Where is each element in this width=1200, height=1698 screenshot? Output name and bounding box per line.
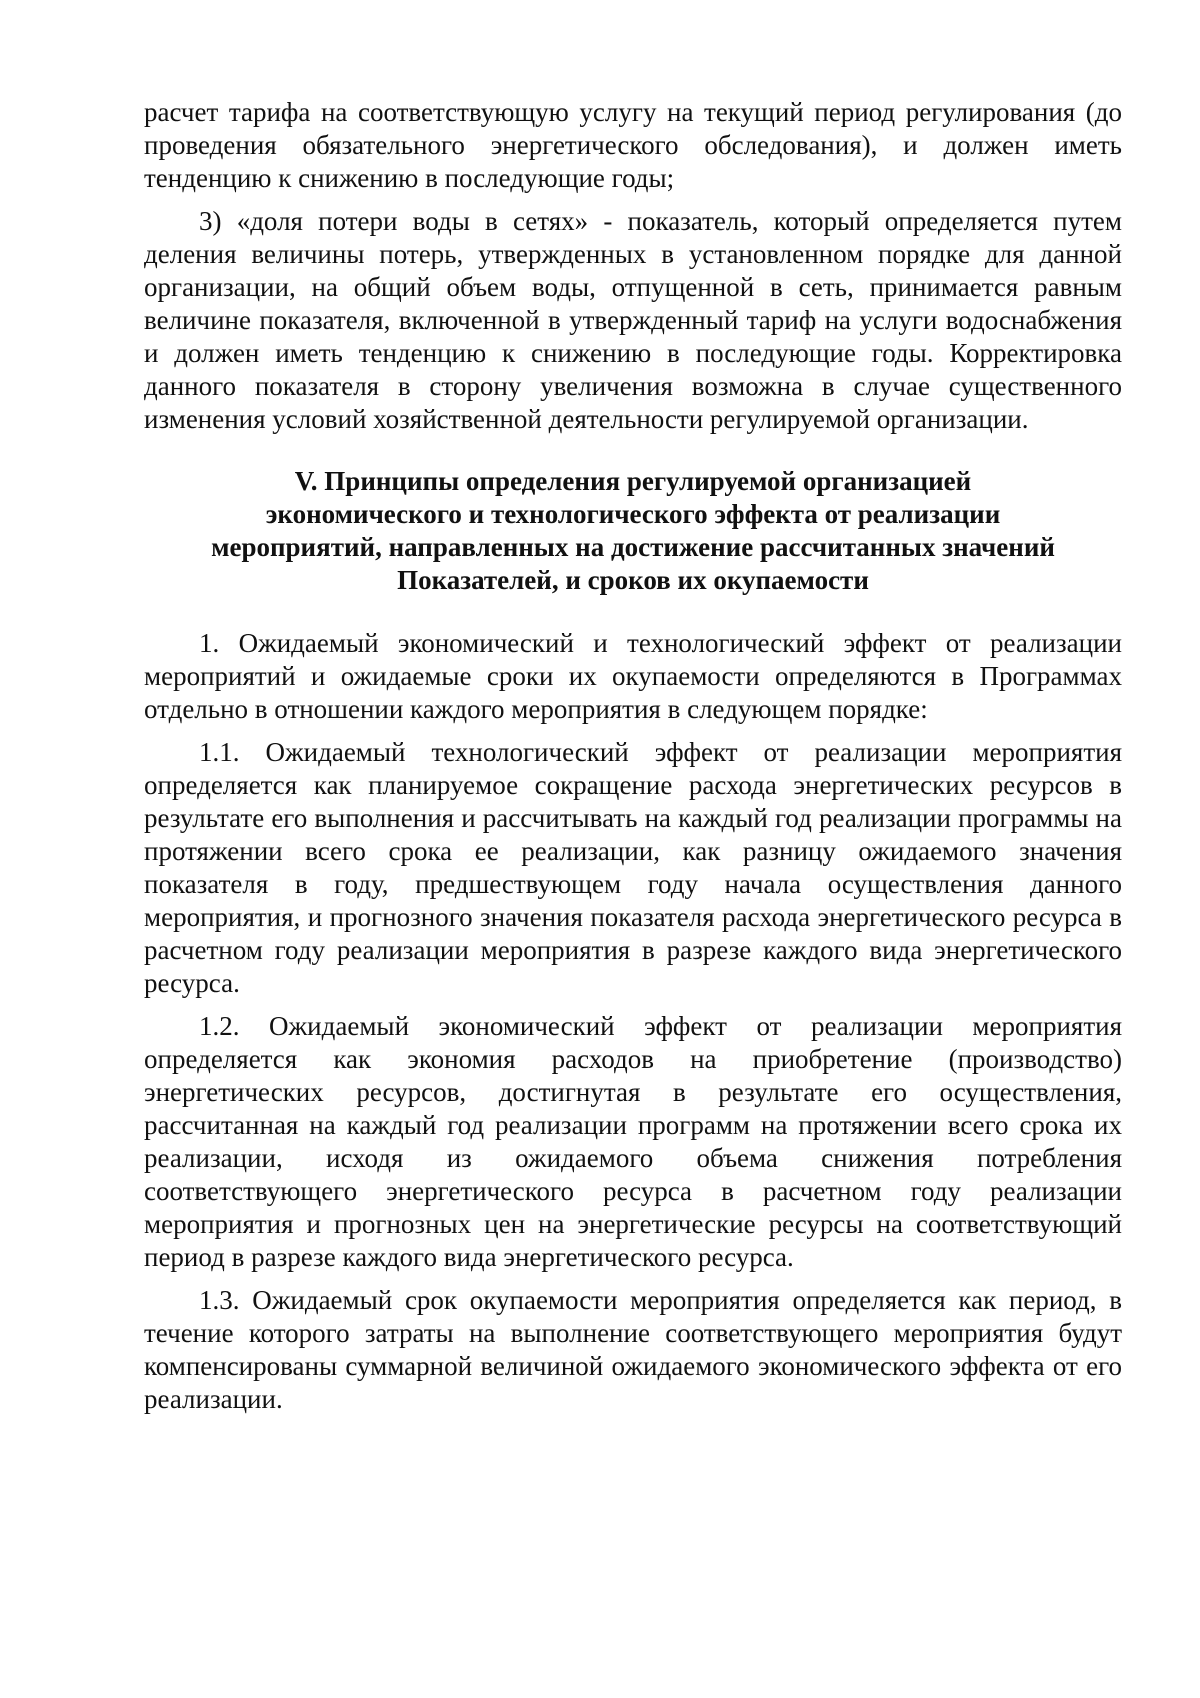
paragraph-1-2: 1.2. Ожидаемый экономический эффект от реализации мероприятия определяется как экономия расходов на приобретение (производство) энергетических ресурсов, достигнутая в результате его осуществления, рассчитанная на каждый год реализации программ на протяжении всего срока их реализации, исходя из ожидаемого объема снижения потребления соответствующего энергетического ресурса в расчетном году реализации мероприятия и прогнозных цен на энергетические ресурсы на соответствующий период в разрезе каждого вида энергетического ресурса. (144, 1011, 1122, 1272)
section-heading: V. Принципы определения регулируемой организацией экономического и технологического эффекта от реализации мероприятий, направленных на достижение рассчитанных значений Показателей, и сроков их окупаемости (211, 466, 1055, 595)
paragraph-3: 3) «доля потери воды в сетях» - показатель, который определяется путем деления величины потерь, утвержденных в установленном порядке для данной организации, на общий объем воды, отпущенной в сеть, принимается равным величине показателя, включенной в утвержденный тариф на услуги водоснабжения и должен иметь тенденцию к снижению в последующие годы. Корректировка данного показателя в сторону увеличения возможна в случае существенного изменения условий хозяйственной деятельности регулируемой организации. (144, 206, 1122, 434)
paragraph-1: 1. Ожидаемый экономический и технологический эффект от реализации мероприятий и ожидаемые сроки их окупаемости определяются в Программах отдельно в отношении каждого мероприятия в следующем порядке: (144, 628, 1122, 724)
document-page (144, 96, 1122, 1416)
paragraph-1-1: 1.1. Ожидаемый технологический эффект от реализации мероприятия определяется как планируемое сокращение расхода энергетических ресурсов в результате его выполнения и рассчитывать на каждый год реализации программы на протяжении всего срока ее реализации, как разницу ожидаемого значения показателя в году, предшествующем году начала осуществления данного мероприятия, и прогнозного значения показателя расхода энергетического ресурса в расчетном году реализации мероприятия в разрезе каждого вида энергетического ресурса. (144, 737, 1122, 998)
continuation-paragraph: расчет тарифа на соответствующую услугу на текущий период регулирования (до проведения обязательного энергетического обследования), и должен иметь тенденцию к снижению в последующие годы; (144, 97, 1122, 193)
paragraph-1-3: 1.3. Ожидаемый срок окупаемости мероприятия определяется как период, в течение которого затраты на выполнение соответствующего мероприятия будут компенсированы суммарной величиной ожидаемого экономического эффекта от его реализации. (144, 1285, 1122, 1414)
